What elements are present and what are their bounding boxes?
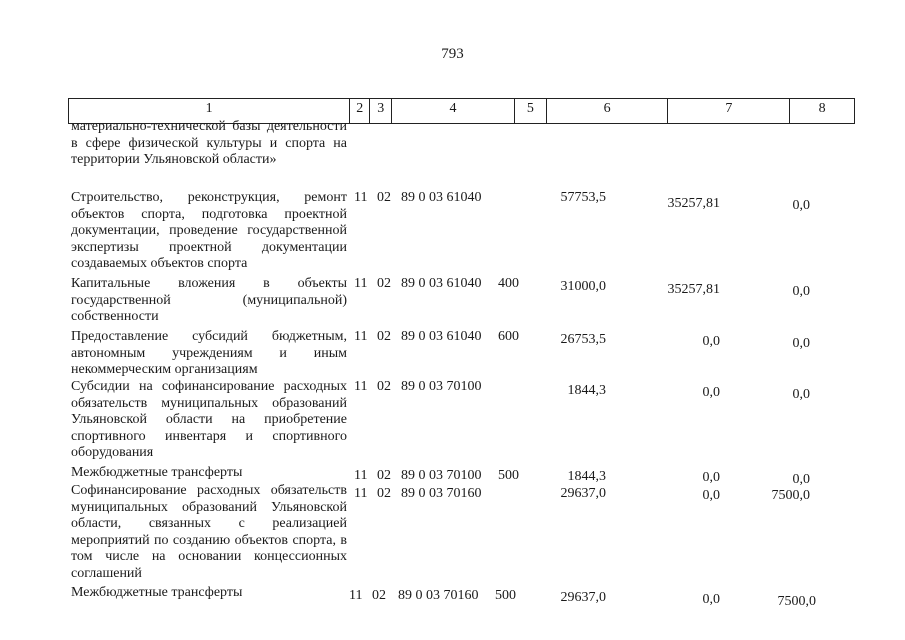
row-section: 11 (354, 379, 368, 394)
row-value-7: 0,0 (702, 488, 720, 503)
row-subsection: 02 (377, 468, 391, 483)
row-expense-type: 400 (498, 276, 519, 291)
row-name: материально-технической базы деятельности в сфере физической культуры и спорта на территории Ульяновской области» (71, 119, 347, 167)
header-col-6: 6 (547, 99, 669, 123)
row-target-article: 89 0 03 61040 (401, 190, 482, 205)
row-value-7: 0,0 (702, 385, 720, 400)
header-col-7: 7 (668, 99, 790, 123)
row-subsection: 02 (377, 329, 391, 344)
row-value-7: 0,0 (702, 334, 720, 349)
row-subsection: 02 (372, 588, 386, 603)
row-value-6: 1844,3 (567, 383, 606, 398)
row-expense-type: 500 (498, 468, 519, 483)
header-col-8: 8 (818, 101, 826, 116)
row-value-7: 0,0 (702, 592, 720, 607)
row-name: Межбюджетные трансферты (71, 585, 243, 600)
row-value-6: 1844,3 (567, 469, 606, 484)
row-value-7: 35257,81 (667, 196, 720, 211)
row-value-7: 0,0 (702, 470, 720, 485)
row-value-8: 0,0 (792, 472, 810, 487)
row-target-article: 89 0 03 61040 (401, 276, 482, 291)
row-section: 11 (349, 588, 363, 603)
row-value-6: 57753,5 (560, 190, 606, 205)
row-value-7: 35257,81 (667, 282, 720, 297)
row-name: Предоставление субсидий бюджетным, автономным учреждениям и иным некоммерческим организациям (71, 329, 347, 377)
row-target-article: 89 0 03 70100 (401, 379, 482, 394)
row-section: 11 (354, 276, 368, 291)
header-col-2: 2 (350, 99, 370, 123)
row-value-8: 0,0 (792, 336, 810, 351)
row-value-8: 0,0 (792, 198, 810, 213)
row-expense-type: 600 (498, 329, 519, 344)
row-name: Субсидии на софинансирование расходных обязательств муниципальных образований Ульяновской области на приобретение спортивного инвентаря и спортивного оборудования (71, 379, 347, 460)
row-target-article: 89 0 03 61040 (401, 329, 482, 344)
header-col-5: 5 (515, 99, 547, 123)
header-col-4: 4 (392, 99, 515, 123)
row-value-8: 7500,0 (777, 594, 816, 609)
row-value-6: 29637,0 (560, 486, 606, 501)
row-section: 11 (354, 468, 368, 483)
row-expense-type: 500 (495, 588, 516, 603)
row-value-6: 31000,0 (560, 279, 606, 294)
row-section: 11 (354, 329, 368, 344)
row-value-8: 0,0 (792, 284, 810, 299)
row-target-article: 89 0 03 70100 (401, 468, 482, 483)
row-value-8: 0,0 (792, 387, 810, 402)
page-number: 793 (441, 46, 464, 62)
row-target-article: 89 0 03 70160 (398, 588, 479, 603)
row-subsection: 02 (377, 486, 391, 501)
header-col-3: 3 (370, 99, 392, 123)
row-value-6: 26753,5 (560, 332, 606, 347)
row-name: Межбюджетные трансферты (71, 465, 243, 480)
row-section: 11 (354, 190, 368, 205)
row-name: Софинансирование расходных обязательств муниципальных образований Ульяновской области, связанных с реализацией мероприятий по созданию объектов спорта, в том числе на основании концессионных соглашений (71, 483, 347, 581)
row-target-article: 89 0 03 70160 (401, 486, 482, 501)
row-name: Капитальные вложения в объекты государственной (муниципальной) собственности (71, 276, 347, 324)
row-section: 11 (354, 486, 368, 501)
row-value-8: 7500,0 (771, 488, 810, 503)
row-value-6: 29637,0 (560, 590, 606, 605)
row-name: Строительство, реконструкция, ремонт объектов спорта, подготовка проектной документации, проведение государственной экспертизы проектной документации создаваемых объектов спорта (71, 190, 347, 271)
row-subsection: 02 (377, 190, 391, 205)
header-col-1: 1 (69, 99, 350, 123)
row-subsection: 02 (377, 379, 391, 394)
row-subsection: 02 (377, 276, 391, 291)
